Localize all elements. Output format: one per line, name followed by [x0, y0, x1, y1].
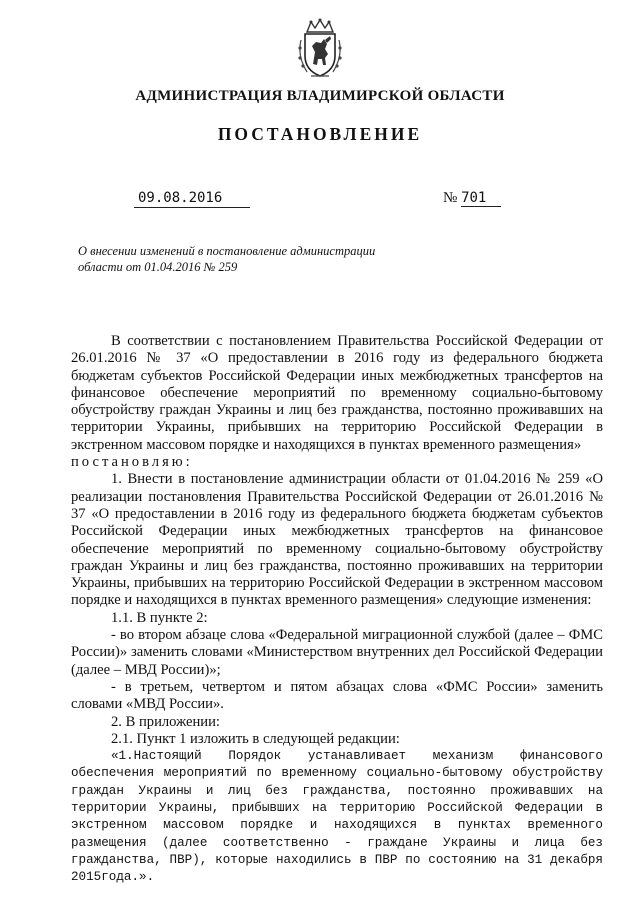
document-number — [443, 190, 501, 207]
number-sign: № — [443, 190, 458, 206]
clause-2: 2. В приложении: — [111, 713, 220, 730]
preamble-paragraph: В соответствии с постановлением Правительства Российской Федерации от 26.01.2016 № 37 «О предоставлении в 2016 году из федерального бюджета бюджетам субъектов Российской Федерации иных межбюджетных трансфертов на финансовое обеспечение мероприятий по временному социально-бытовому обустройству граждан Украины и лиц без гражданства, постоянно проживавших на территории Украины, прибывших на территорию Российской Федерации в экстренном массовом порядке и находящихся в пунктах временного размещения» — [71, 333, 603, 453]
document-body — [71, 333, 603, 887]
clause-2-1: 2.1. Пункт 1 изложить в следующей редакции: — [111, 730, 400, 747]
coat-of-arms-icon — [297, 18, 343, 80]
clause-1: 1. Внести в постановление администрации области от 01.04.2016 № 259 «О реализации постановления Правительства Российской Федерации от 26.01.2016 № 37 «О предоставлении в 2016 году из федерального бюджета бюджетам субъектов Российской Федерации иных межбюджетных трансфертов на финансовое обеспечение мероприятий по временному социально-бытовому обустройству граждан Украины и лиц без гражданства, постоянно проживавших на территории Украины, прибывших на территорию Российской Федерации в экстренном массовом порядке и находящихся в пунктах временного размещения» следующие изменения: — [71, 471, 603, 609]
clause-1-1: 1.1. В пункте 2: — [111, 609, 208, 626]
subject-line: О внесении изменений в постановление администрации — [78, 244, 376, 258]
clause-2-1-quote: «1.Настоящий Порядок устанавливает механизм финансового обеспечения мероприятий по временному социально-бытовому обустройству граждан Украины и лиц без гражданства, постоянно проживавших на территории Украины, прибывших на территорию Российской Федерации в экстренном массовом порядке и находящихся в пунктах временного размещения (далее соответственно - граждане Украины и лица без гражданства, ПВР), которые находились в ПВР по состоянию на 31 декабря 2015года.». — [71, 749, 603, 885]
subject-line: области от 01.04.2016 № 259 — [78, 260, 238, 274]
clause-1-1-a: - во втором абзаце слова «Федеральной миграционной службой (далее – ФМС России)» заменить словами «Министерством внутренних дел Российской Федерации (далее – МВД России)»; — [71, 627, 603, 678]
document-type: ПОСТАНОВЛЕНИЕ — [217, 124, 423, 144]
document-date: 09.08.2016 — [134, 190, 250, 208]
number-value: 701 — [461, 190, 501, 207]
organization-title: АДМИНИСТРАЦИЯ ВЛАДИМИРСКОЙ ОБЛАСТИ — [135, 88, 505, 104]
clause-1-1-b: - в третьем, четвертом и пятом абзацах слова «ФМС России» заменить словами «МВД России». — [71, 678, 603, 713]
document-subject — [78, 243, 398, 275]
resolve-word: постановляю: — [71, 454, 193, 471]
